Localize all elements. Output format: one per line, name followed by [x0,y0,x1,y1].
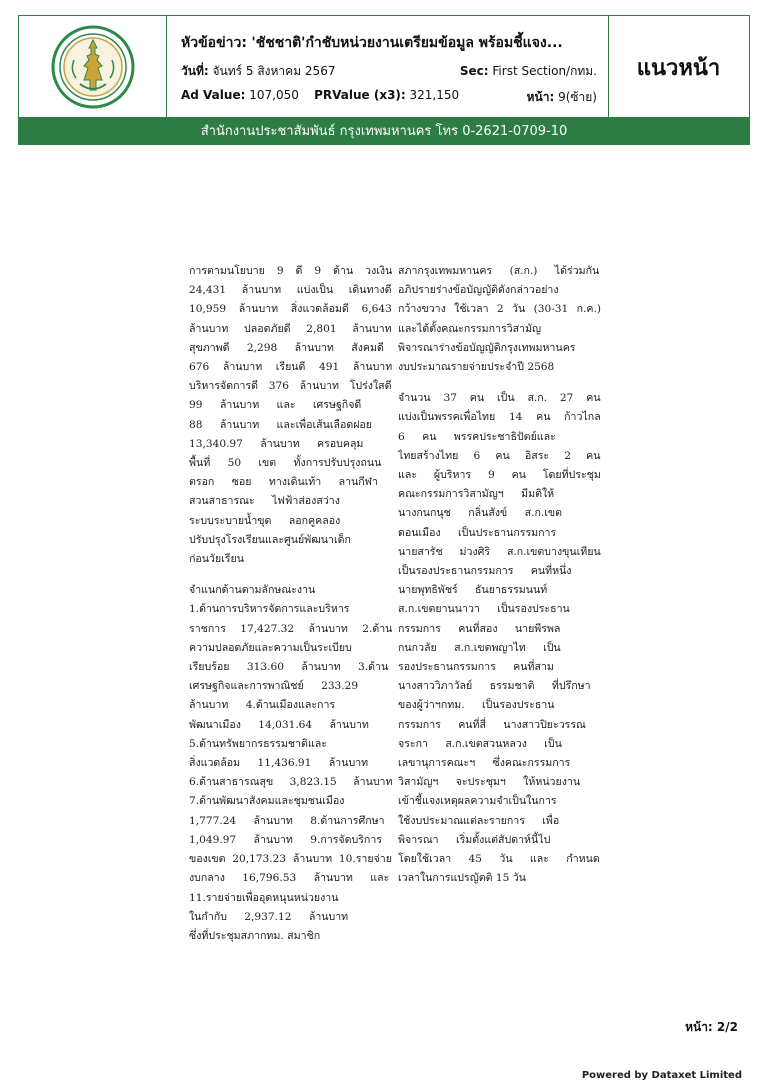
headline-text: 'ชัชชาติ'กำชับหน่วยงานเตรียมข้อมูล พร้อมชี้แจง... [251,35,563,51]
office-text: สำนักงานประชาสัมพันธ์ กรุงเทพมหานคร โทร 0-2621-0709-10 [200,124,568,139]
clipping-header [18,15,750,145]
article-line: วิสามัญฯ จะประชุมฯ ให้หน่วยงาน [398,776,581,789]
article-line: 5.ด้านทรัพยากรธรรมชาติและ [189,737,327,750]
article-line: นายพุทธิพัชร์ ธันยาธรรมนนท์ [398,584,548,597]
pr-value: 321,150 [409,88,460,102]
article-line: ส.ก.เขตยานนาวา เป็นรองประธาน [398,603,570,616]
article-line: เวลาในการแปรญัตติ 15 วัน [398,872,526,885]
article-line: เศรษฐกิจและการพาณิชย์ 233.29 [189,680,359,693]
article-line: สุขภาพดี 2,298 ล้านบาท สังคมดี [189,341,384,354]
article-line [398,377,603,389]
article-line: 676 ล้านบาท เรียนดี 491 ล้านบาท [189,361,393,374]
article-line: การตามนโยบาย 9 ดี 9 ด้าน วงเงิน [189,265,393,277]
article-line: ของเขต 20,173.23 ล้านบาท 10.รายจ่าย [189,853,392,866]
article-line: พัฒนาเมือง 14,031.64 ล้านบาท [189,718,369,731]
article-line: กนกวลัย ส.ก.เขตพญาไท เป็น [398,641,561,654]
article-line: ซึ่งที่ประชุมสภากทม. สมาชิก [189,929,321,942]
article-line: จระกา ส.ก.เขตสวนหลวง เป็น [398,737,562,750]
article-line: บริหารจัดการดี 376 ล้านบาท โปร่งใสดี [189,380,392,393]
article-line: ราชการ 17,427.32 ล้านบาท 2.ด้าน [189,622,393,635]
clipping-info [167,16,609,118]
article-line: กรรมการ คนที่สี่ นางสาวปิยะวรรณ [398,718,586,731]
article-line: 24,431 ล้านบาท แบ่งเป็น เดินทางดี [189,284,392,297]
article-line: เป็นรองประธานกรรมการ คนที่หนึ่ง [398,565,572,578]
page-value: 9(ซ้าย) [558,90,597,104]
ad-value: 107,050 [249,88,299,102]
article-line: รองประธานกรรมการ คนที่สาม [398,661,554,674]
article-line: 1,049.97 ล้านบาท 9.การจัดบริการ [189,833,382,846]
article-line: พิจารณาร่างข้อบัญญัติกรุงเทพมหานคร [398,341,576,354]
article-line: ในกำกับ 2,937.12 ล้านบาท [189,910,349,923]
article-line: ล้านบาท 4.ด้านเมืองและการ [189,699,336,712]
newspaper-name-box [609,16,748,118]
article-line: 6 คน พรรคประชาธิปัตย์และ [398,430,556,443]
article-line: งบกลาง 16,796.53 ล้านบาท และ [189,872,390,885]
article-line: 1,777.24 ล้านบาท 8.ด้านการศึกษา [189,814,385,827]
article-line: โดยใช้เวลา 45 วัน และ กำหนด [398,853,600,866]
article-line: นายสารัช ม่วงศิริ ส.ก.เขตบางขุนเทียน [398,545,601,558]
article-line: 10,959 ล้านบาท สิ่งแวดล้อมดี 6,643 [189,303,392,316]
headline-label: หัวข้อข่าว: [181,35,247,51]
article-left-column [189,262,394,942]
article-line: จำนวน 37 คน เป็น ส.ก. 27 คน [398,392,601,405]
bma-seal-icon [50,24,136,110]
date-value: จันทร์ 5 สิงหาคม 2567 [212,64,336,78]
article-line: กรรมการ คนที่สอง นายพีรพล [398,622,561,635]
article-line [189,569,394,581]
article-line: คณะกรรมการวิสามัญฯ มีมติให้ [398,488,555,501]
article-line: สภากรุงเทพมหานคร (ส.ก.) ได้ร่วมกัน [398,265,600,277]
article-line: ดอนเมือง เป็นประธานกรรมการ [398,526,557,539]
value-row [181,88,597,102]
article-line: เข้าชี้แจงเหตุผลความจำเป็นในการ [398,795,557,808]
sec-value: First Section/กทม. [492,64,597,78]
article-line: ใช้งบประมาณแต่ละรายการ เพื่อ [398,814,560,827]
date-label: วันที่: [181,64,209,78]
article-line: และได้ตั้งคณะกรรมการวิสามัญ [398,322,542,335]
office-bar [19,117,749,144]
article-line: กว้างขวาง ใช้เวลา 2 วัน (30-31 ก.ค.) [398,303,601,316]
article-line: และ ผู้บริหาร 9 คน โดยที่ประชุม [398,469,601,482]
article-line: สิ่งแวดล้อม 11,436.91 ล้านบาท [189,757,369,770]
pr-value-label: PRValue (x3): [314,88,406,102]
logo-box [19,16,167,118]
powered-by: Powered by Dataxet Limited [581,1070,742,1081]
page-label: หน้า: [526,90,555,104]
article-line: นางกนกนุช กลิ่นสังข์ ส.ก.เขต [398,507,562,520]
article-line: ไทยสร้างไทย 6 คน อิสระ 2 คน [398,449,601,462]
page-number: หน้า: 2/2 [685,1020,738,1034]
article-line: ปรับปรุงโรงเรียนและศูนย์พัฒนาเด็ก [189,533,351,546]
newspaper-name: แนวหน้า [636,55,721,81]
article-line: ก่อนวัยเรียน [189,553,244,566]
article-line: เลขานุการคณะฯ ซึ่งคณะกรรมการ [398,757,571,770]
article-line: เรียบร้อย 313.60 ล้านบาท 3.ด้าน [189,661,389,674]
article-right-column [398,262,603,892]
article-line: นางสาววิภาวัลย์ ธรรมชาติ ที่ปรึกษา [398,680,591,693]
article-line: อภิปรายร่างข้อบัญญัติดังกล่าวอย่าง [398,284,559,297]
article-line: สวนสาธารณะ ไฟฟ้าส่องสว่าง [189,495,340,508]
article-line: ของผู้ว่าฯกทม. เป็นรองประธาน [398,699,555,712]
article-line: ระบบระบายน้ำขุด ลอกคูคลอง [189,514,341,527]
article-line: พิจารณา เริ่มตั้งแต่สัปดาห์นี้ไป [398,833,551,846]
article-line: พื้นที่ 50 เขต ทั้งการปรับปรุงถนน [189,457,382,470]
article-line: 99 ล้านบาท และ เศรษฐกิจดี [189,399,362,412]
sec-label: Sec: [459,64,489,78]
article-line: 7.ด้านพัฒนาสังคมและชุมชนเมือง [189,795,345,808]
headline-row [181,32,563,54]
article-line: 1.ด้านการบริหารจัดการและบริหาร [189,603,350,616]
article-line: 6.ด้านสาธารณสุข 3,823.15 ล้านบาท [189,776,393,789]
article-line: ตรอก ซอย ทางเดินเท้า ลานกีฬา [189,476,378,489]
article-line: 11.รายจ่ายเพื่ออุดหนุนหน่วยงาน [189,891,339,904]
article-line: งบประมาณรายจ่ายประจำปี 2568 [398,361,555,374]
article-line: 13,340.97 ล้านบาท ครอบคลุม [189,437,364,450]
date-row [181,62,597,81]
article-line: ความปลอดภัยและความเป็นระเบียบ [189,641,352,654]
ad-value-label: Ad Value: [181,88,246,102]
page-group [527,88,597,107]
article-line: ล้านบาท ปลอดภัยดี 2,801 ล้านบาท [189,322,392,335]
article-line: 88 ล้านบาท และเพื่อเส้นเลือดฝอย [189,418,372,431]
article-line: แบ่งเป็นพรรคเพื่อไทย 14 คน ก้าวไกล [398,411,601,424]
article-line: จำแนกด้านตามลักษณะงาน [189,584,316,597]
sec-group [460,62,597,81]
